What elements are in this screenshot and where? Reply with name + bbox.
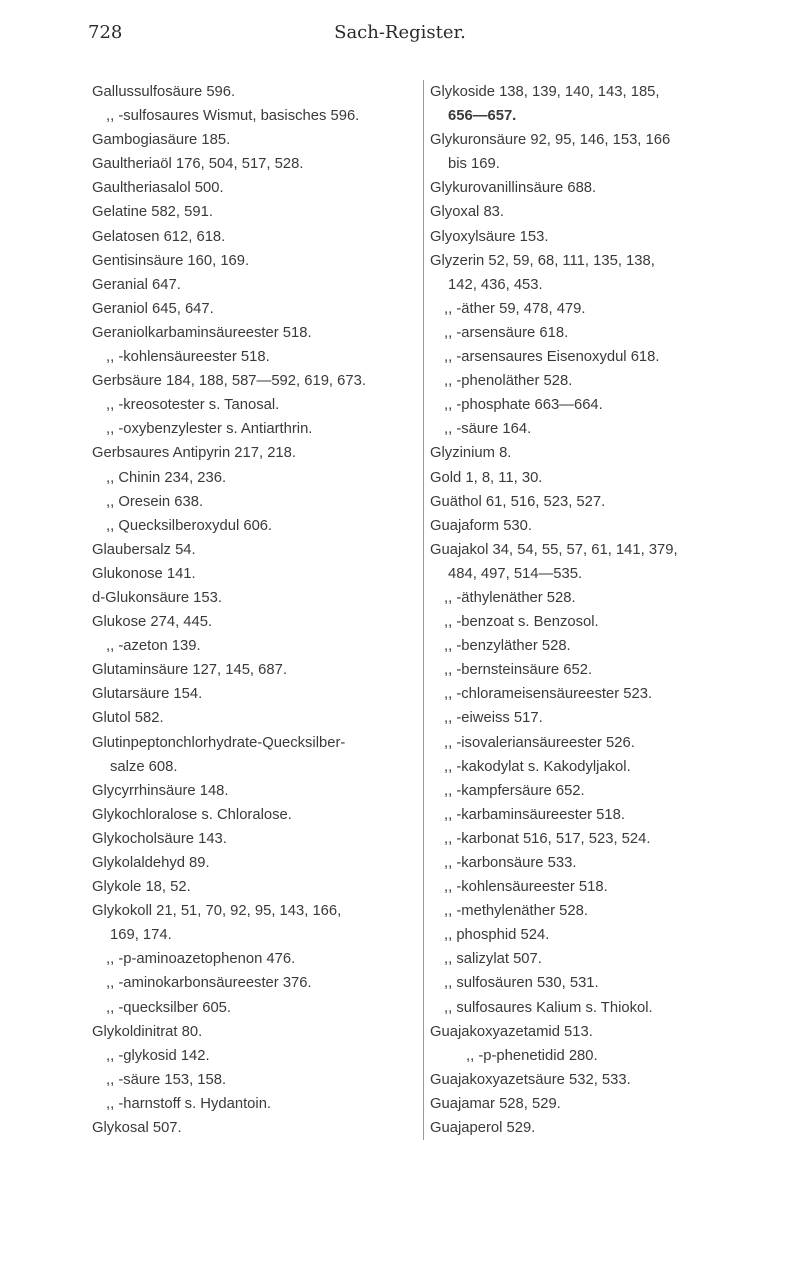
page-title: Sach-Register. [334, 22, 466, 43]
index-entry: ,, -äthylenäther 528. [444, 589, 576, 606]
index-entry: ,, -eiweiss 517. [444, 710, 543, 727]
index-entry: ,, -harnstoff s. Hydantoin. [106, 1095, 272, 1112]
index-entry: ,, -isovaleriansäureester 526. [444, 734, 635, 751]
index-entry: ,, -kohlensäureester 518. [444, 879, 608, 896]
index-entry: ,, -azeton 139. [106, 638, 201, 655]
index-entry: Gentisinsäure 160, 169. [92, 252, 250, 269]
index-entry: ,, -methylenäther 528. [444, 903, 588, 920]
index-entry: ,, Oresein 638. [106, 493, 204, 510]
index-entry: ,, -oxybenzylester s. Antiarthrin. [106, 421, 313, 438]
index-entry: ,, -arsensäure 618. [444, 324, 569, 341]
index-entry: ,, Quecksilberoxydul 606. [106, 517, 273, 534]
index-entry: salze 608. [110, 758, 178, 775]
index-entry: Gerbsaures Antipyrin 217, 218. [92, 445, 296, 462]
index-entry: d-Glukonsäure 153. [92, 589, 222, 606]
index-entry: Glaubersalz 54. [92, 541, 196, 558]
index-entry: Guajakol 34, 54, 55, 57, 61, 141, 379, [430, 541, 678, 558]
index-entry: ,, -säure 153, 158. [106, 1071, 227, 1088]
index-entry: Gambogiasäure 185. [92, 132, 231, 149]
index-entry: Gelatine 582, 591. [92, 204, 213, 221]
index-entry: ,, -kampfersäure 652. [444, 782, 585, 799]
index-entry: ,, -benzyläther 528. [444, 638, 571, 655]
index-entry: Glyoxylsäure 153. [430, 228, 549, 245]
index-entry: Guajamar 528, 529. [430, 1095, 561, 1112]
index-entry: ,, -kakodylat s. Kakodyljakol. [444, 758, 631, 775]
index-entry: Glyoxal 83. [430, 204, 505, 221]
index-entry: Glykokoll 21, 51, 70, 92, 95, 143, 166, [92, 903, 342, 920]
index-entry: Gerbsäure 184, 188, 587—592, 619, 673. [92, 373, 366, 390]
index-entry: 656—657. [448, 108, 517, 125]
index-entry: Guajaform 530. [430, 517, 532, 534]
index-entry: Glutaminsäure 127, 145, 687. [92, 662, 287, 679]
index-entry: Glycyrrhinsäure 148. [92, 782, 229, 799]
index-entry: Glykuronsäure 92, 95, 146, 153, 166 [430, 132, 671, 149]
index-entry: ,, salizylat 507. [444, 951, 542, 968]
index-entry: Glykole 18, 52. [92, 879, 191, 896]
index-entry: ,, -äther 59, 478, 479. [444, 300, 586, 317]
index-entry: Glykurovanillinsäure 688. [430, 180, 597, 197]
index-entry: Gelatosen 612, 618. [92, 228, 226, 245]
index-entry: bis 169. [448, 156, 500, 173]
index-entry: ,, -karbonat 516, 517, 523, 524. [444, 830, 651, 847]
index-entry: Guajaperol 529. [430, 1120, 536, 1137]
index-entry: 484, 497, 514—535. [448, 565, 583, 582]
index-entry: ,, -benzoat s. Benzosol. [444, 614, 599, 631]
index-entry: Glykoldinitrat 80. [92, 1023, 203, 1040]
index-entry: ,, -säure 164. [444, 421, 532, 438]
index-entry: Guäthol 61, 516, 523, 527. [430, 493, 606, 510]
index-column-left [92, 80, 405, 1140]
index-entry: Gold 1, 8, 11, 30. [430, 469, 543, 486]
index-entry: Guajakoxyazetamid 513. [430, 1023, 593, 1040]
index-entry: ,, -chlorameisensäureester 523. [444, 686, 653, 703]
index-entry: Glyzerin 52, 59, 68, 111, 135, 138, [430, 252, 655, 269]
index-entry: ,, -phenoläther 528. [444, 373, 573, 390]
index-entry: Glykoside 138, 139, 140, 143, 185, [430, 84, 660, 100]
index-entry: Glukonose 141. [92, 565, 196, 582]
index-entry: Geraniolkarbaminsäureester 518. [92, 324, 312, 341]
index-entry: ,, -p-aminoazetophenon 476. [106, 951, 296, 968]
index-entry: ,, -aminokarbonsäureester 376. [106, 975, 312, 992]
index-entry: Glutol 582. [92, 710, 164, 727]
page-header [0, 22, 800, 52]
index-entry: ,, sulfosaures Kalium s. Thiokol. [444, 999, 653, 1016]
index-entry: Gallussulfosäure 596. [92, 84, 236, 100]
index-entry: ,, sulfosäuren 530, 531. [444, 975, 599, 992]
index-entry: ,, -karbonsäure 533. [444, 855, 577, 871]
index-entry: ,, -bernsteinsäure 652. [444, 662, 593, 679]
index-entry: Glyzinium 8. [430, 445, 512, 462]
index-entry: ,, -p-phenetidid 280. [466, 1047, 598, 1064]
index-entry: Glykolaldehyd 89. [92, 855, 210, 871]
index-entry: ,, -arsensaures Eisenoxydul 618. [444, 349, 660, 366]
index-entry: ,, -karbaminsäureester 518. [444, 806, 625, 823]
index-entry: Glykochloralose s. Chloralose. [92, 806, 292, 823]
index-entry: Glykosal 507. [92, 1120, 182, 1137]
index-entry: ,, -kohlensäureester 518. [106, 349, 270, 366]
index-entry: ,, phosphid 524. [444, 927, 550, 944]
index-column-right [423, 80, 730, 1140]
index-entry: Glutinpeptonchlorhydrate-Quecksilber- [92, 734, 346, 751]
index-entry: ,, -quecksilber 605. [106, 999, 232, 1016]
index-entry: 142, 436, 453. [448, 276, 543, 293]
index-entry: ,, -phosphate 663—664. [444, 397, 603, 414]
index-entry: Gaultheriaöl 176, 504, 517, 528. [92, 156, 304, 173]
index-entry: Glykocholsäure 143. [92, 830, 227, 847]
index-entry: ,, -glykosid 142. [106, 1047, 210, 1064]
index-entry: Gaultheriasalol 500. [92, 180, 224, 197]
index-entry: Geraniol 645, 647. [92, 300, 214, 317]
index-entry: 169, 174. [110, 927, 172, 944]
index-entry: Guajakoxyazetsäure 532, 533. [430, 1071, 631, 1088]
index-entry: ,, -kreosotester s. Tanosal. [106, 397, 280, 414]
index-entry: ,, -sulfosaures Wismut, basisches 596. [106, 108, 360, 125]
index-entry: Glutarsäure 154. [92, 686, 203, 703]
page-number: 728 [88, 22, 123, 43]
index-entry: Glukose 274, 445. [92, 614, 213, 631]
index-entry: ,, Chinin 234, 236. [106, 469, 227, 486]
index-entry: Geranial 647. [92, 276, 181, 293]
